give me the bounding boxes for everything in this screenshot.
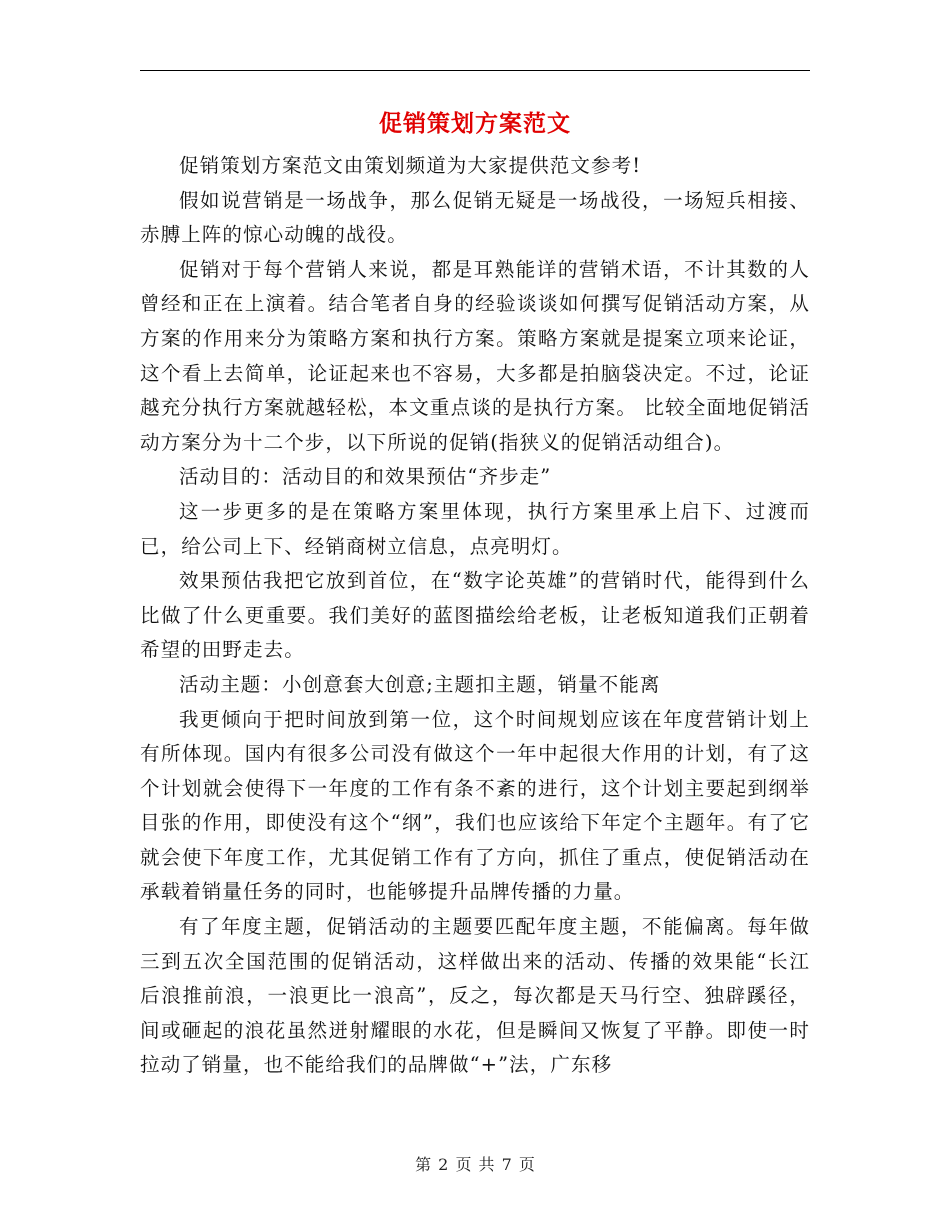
page-footer: 第 2 页 共 7 页 (415, 1155, 535, 1174)
paragraph: 有了年度主题，促销活动的主题要匹配年度主题，不能偏离。每年做三到五次全国范围的促销活动，这样做出来的活动、传播的效果能“长江后浪推前浪，一浪更比一浪高”，反之，每次都是天马行空、独辟蹊径，间或砸起的浪花虽然迸射耀眼的水花，但是瞬间又恢复了平静。即使一时拉动了销量，也不能给我们的品牌做“+”法，广东移 (140, 915, 810, 1077)
paragraph: 假如说营销是一场战争，那么促销无疑是一场战役，一场短兵相接、赤膊上阵的惊心动魄的战役。 (140, 188, 810, 247)
section-heading-theme: 活动主题：小创意套大创意;主题扣主题，销量不能离 (179, 672, 661, 696)
document-body (140, 149, 810, 1083)
paragraph: 我更倾向于把时间放到第一位，这个时间规划应该在年度营销计划上有所体现。国内有很多公司没有做这个一年中起很大作用的计划，有了这个计划就会使得下一年度的工作有条不紊的进行，这个计划主要起到纲举目张的作用，即使没有这个“纲”，我们也应该给下年定个主题年。有了它就会使下年度工作，尤其促销工作有了方向，抓住了重点，使促销活动在承载着销量任务的同时，也能够提升品牌传播的力量。 (140, 707, 810, 904)
paragraph-intro: 促销策划方案范文由策划频道为大家提供范文参考! (179, 154, 642, 177)
paragraph: 这一步更多的是在策略方案里体现，执行方案里承上启下、过渡而已，给公司上下、经销商树立信息，点亮明灯。 (140, 499, 810, 558)
header-rule (140, 70, 810, 71)
document-title: 促销策划方案范文 (379, 110, 571, 137)
paragraph: 效果预估我把它放到首位，在“数字论英雄”的营销时代，能得到什么比做了什么更重要。我们美好的蓝图描绘给老板，让老板知道我们正朝着希望的田野走去。 (140, 569, 810, 662)
paragraph: 促销对于每个营销人来说，都是耳熟能详的营销术语，不计其数的人曾经和正在上演着。结合笔者自身的经验谈谈如何撰写促销活动方案，从方案的作用来分为策略方案和执行方案。策略方案就是提案立项来论证，这个看上去简单，论证起来也不容易，大多都是拍脑袋决定。不过，论证越充分执行方案就越轻松，本文重点谈的是执行方案。 比较全面地促销活动方案分为十二个步，以下所说的促销(指狭义的促销活动组合)。 (140, 257, 810, 454)
section-heading-goal: 活动目的：活动目的和效果预估“齐步走” (179, 465, 552, 489)
